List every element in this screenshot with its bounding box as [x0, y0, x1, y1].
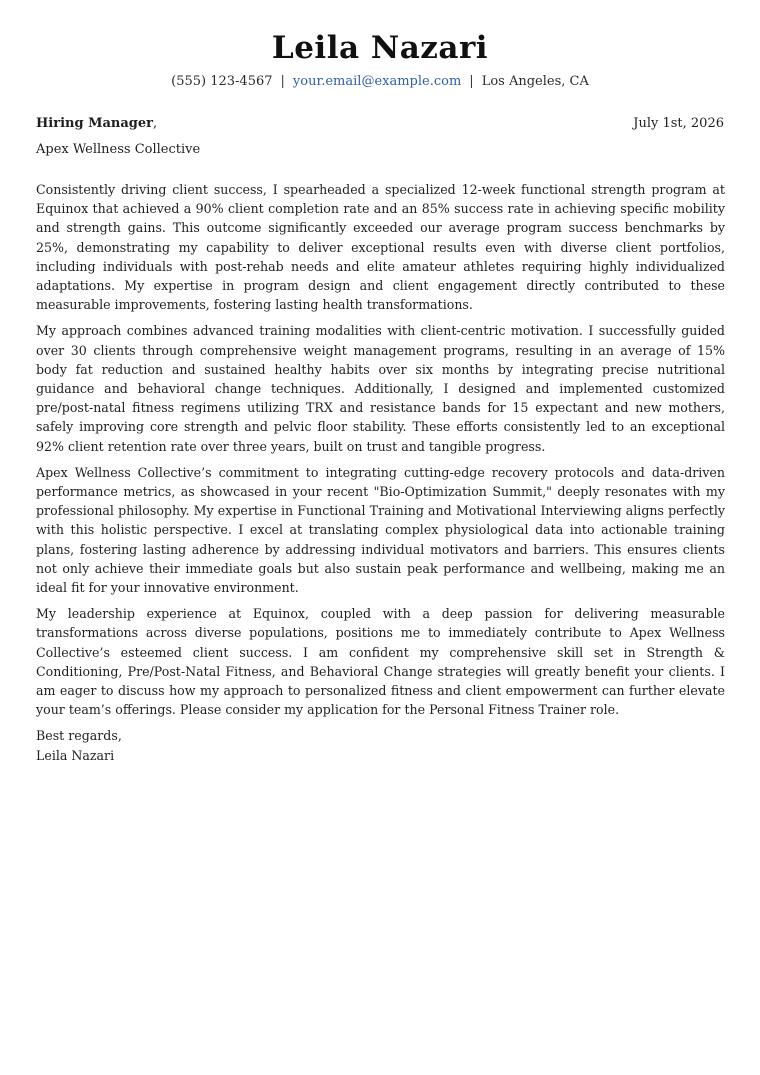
body-paragraph: Consistently driving client success, I spearheaded a specialized 12-week functional strength program at Equinox that achieved a 90% client completion rate and an 85% success rate in achieving specific mobility and strength gains. This outcome significantly exceeded our average program success benchmarks by 25%, demonstrating my capability to deliver exceptional results even with diverse client portfolios, including individuals with post-rehab needs and elite amateur athletes requiring highly individualized adaptations. My expertise in program design and client engagement directly contributed to these measurable improvements, fostering lasting health transformations.	[36, 182, 725, 313]
body-paragraph: My approach combines advanced training modalities with client-centric motivation. I successfully guided over 30 clients through comprehensive weight management programs, resulting in an average of 15% body fat reduction and sustained healthy habits over six months by integrating precise nutritional guidance and behavioral change techniques. Additionally, I designed and implemented customized pre/post-natal fitness regimens utilizing TRX and resistance bands for 15 expectant and new mothers, safely improving core strength and pelvic floor stability. These efforts consistently led to an exceptional 92% client retention rate over three years, built on trust and tangible progress.	[36, 323, 725, 454]
body-paragraph: My leadership experience at Equinox, coupled with a deep passion for delivering measurable transformations across diverse populations, positions me to immediately contribute to Apex Wellness Collective’s esteemed client success. I am confident my comprehensive skill set in Strength & Conditioning, Pre/Post-Natal Fitness, and Behavioral Change strategies will greatly benefit your clients. I am eager to discuss how my approach to personalized fitness and client empowerment can further elevate your team’s offerings. Please consider my application for the Personal Fitness Trainer role.	[36, 606, 725, 718]
closing-block	[36, 726, 725, 764]
recipient-title: Hiring Manager	[36, 116, 153, 131]
letter-date: July 1st, 2026	[633, 116, 724, 131]
email-link[interactable]: your.email@example.com	[292, 74, 462, 89]
recipient-line	[36, 115, 724, 133]
signature-name: Leila Nazari	[36, 747, 115, 763]
contact-separator: |	[280, 74, 285, 89]
contact-line	[0, 73, 760, 91]
closing-salutation: Best regards,	[36, 728, 122, 744]
applicant-name: Leila Nazari	[271, 30, 489, 66]
phone-number: (555) 123-4567	[171, 74, 273, 89]
location: Los Angeles, CA	[481, 74, 589, 89]
letter-body	[36, 180, 725, 765]
recipient-company: Apex Wellness Collective	[36, 142, 201, 157]
contact-separator: |	[469, 74, 474, 89]
recipient-title-suffix: ,	[152, 116, 158, 131]
body-paragraph: Apex Wellness Collective’s commitment to integrating cutting-edge recovery protocols and data-driven performance metrics, as showcased in your recent "Bio-Optimization Summit," deeply resonates with my professional philosophy. My expertise in Functional Training and Motivational Interviewing aligns perfectly with this holistic perspective. I excel at translating complex physiological data into actionable training plans, fostering lasting adherence by addressing individual motivators and barriers. This ensures clients not only achieve their immediate goals but also sustain peak performance and wellbeing, making me an ideal fit for your innovative environment.	[36, 464, 725, 596]
